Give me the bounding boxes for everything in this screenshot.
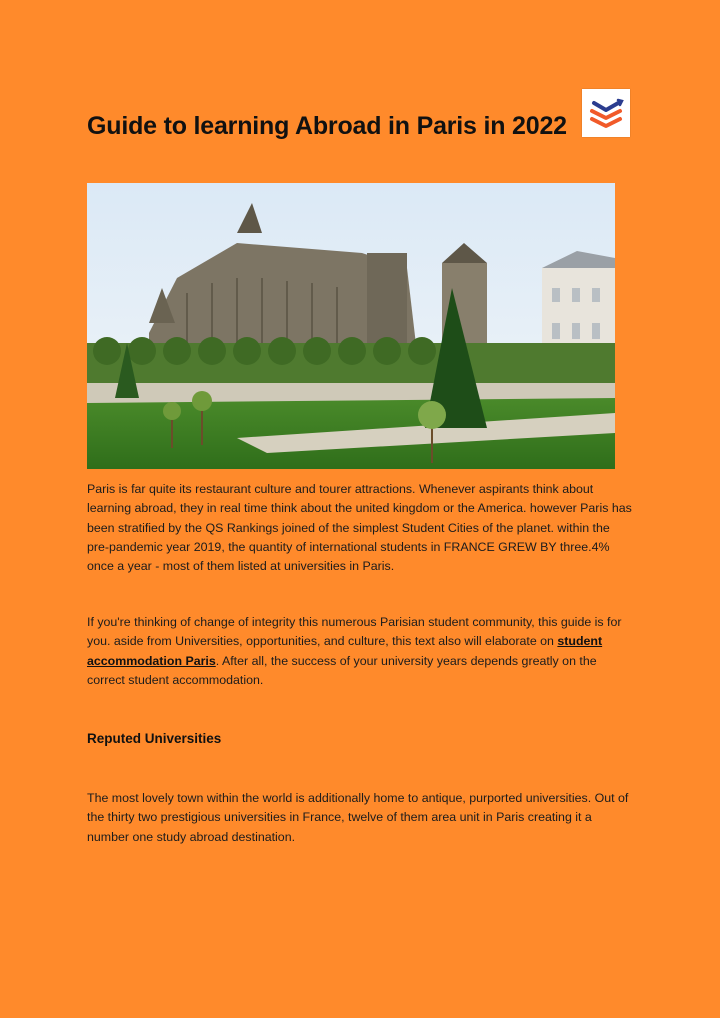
page-title: Guide to learning Abroad in Paris in 2022: [87, 112, 567, 140]
books-stack-icon: [582, 89, 630, 137]
community-paragraph: [87, 613, 635, 690]
community-text-end: . After all, the success of your university years depends greatly on the correct student accommodation.: [87, 653, 597, 687]
section-heading-universities: Reputed Universities: [87, 731, 222, 746]
intro-paragraph: Paris is far quite its restaurant culture and tourer attractions. Whenever aspirants think about learning abroad, they in real time think about the united kingdom or the America. however Paris has been stratified by the QS Rankings joined of the simplest Student Cities of the planet. within the pre-pandemic year 2019, the quantity of international students in FRANCE GREW BY three.4% once a year - most of them listed at universities in Paris.: [87, 482, 632, 574]
student-accommodation-link[interactable]: student accommodation Paris: [87, 634, 603, 668]
cathedral-photo: [87, 183, 615, 469]
community-text-start: If you're thinking of change of integrity this numerous Parisian student community, this guide is for you. aside from Universities, opportunities, and culture, this text also will elaborate on: [87, 615, 622, 649]
universities-paragraph: The most lovely town within the world is additionally home to antique, purported universities. Out of the thirty two prestigious universities in France, twelve of them area unit in Paris creating it a number one study abroad destination.: [87, 791, 629, 844]
